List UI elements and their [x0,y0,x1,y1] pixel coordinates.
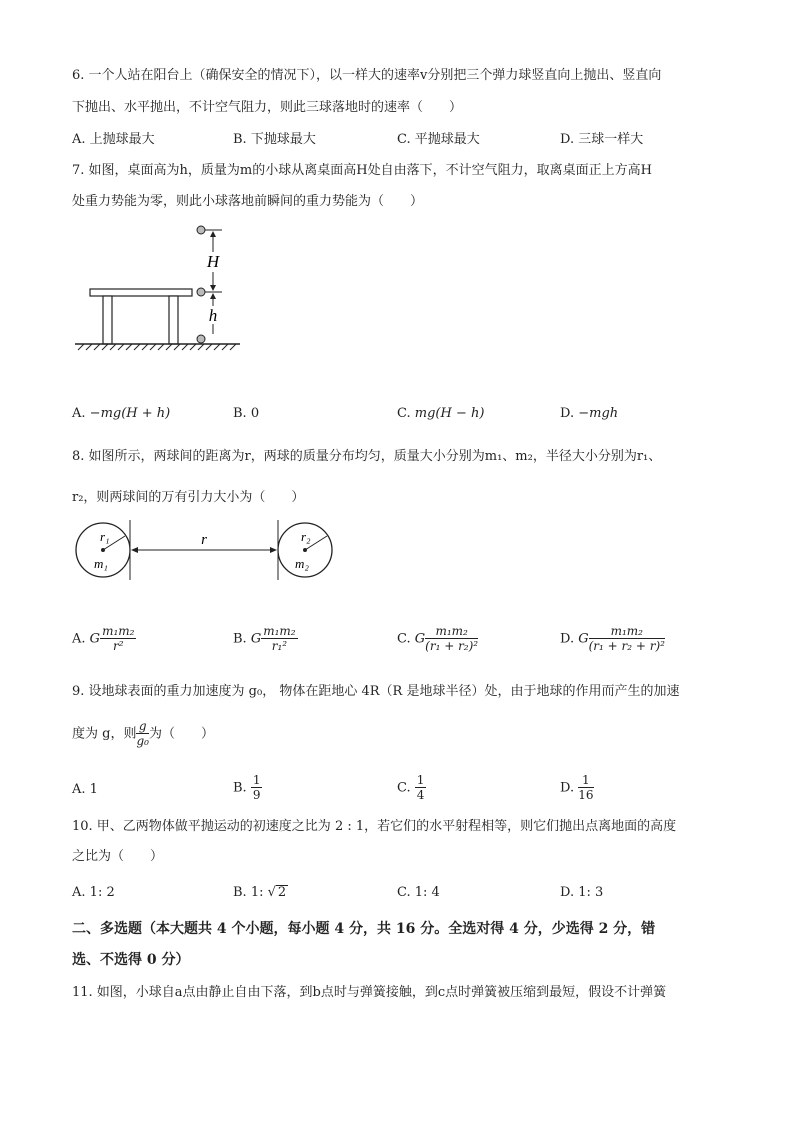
q7-line1: 7. 如图，桌面高为h，质量为m的小球从离桌面高H处自由落下，不计空气阻力，取离桌面正上方高H [72,163,652,178]
label-m2: m₂ [295,556,309,571]
q10-option-c-letter: C. [397,885,411,900]
label-r2: r₂ [301,529,311,544]
q10-line2: 之比为（ ） [72,849,164,864]
q7-option-d-letter: D. [560,406,575,421]
label-H: H [206,252,220,271]
q8-option-b-num: m₁m₂ [263,624,296,638]
q7-option-c [397,405,484,423]
q10-option-a [72,884,115,902]
label-r: r [201,532,207,548]
q10-line1: 10. 甲、乙两物体做平抛运动的初速度之比为 2 : 1，若它们的水平射程相等，则它们抛出点离地面的高度 [72,819,677,834]
q9-option-d-den: 16 [578,788,594,802]
q8-line2: r₂，则两球间的万有引力大小为（ ） [72,490,305,505]
q9-option-b-num: 1 [252,773,261,787]
two-spheres-figure [70,516,340,586]
q9-option-c-letter: C. [397,780,411,796]
ball-middle [197,288,205,296]
q9-option-c [397,773,426,803]
q6-line1: 6. 一个人站在阳台上（确保安全的情况下），以一样大的速率v分别把三个弹力球竖直向上抛出、竖直向 [72,68,662,83]
q8-option-d-num: m₁m₂ [589,624,665,639]
table-ball-figure [70,220,250,355]
q8-option-a-den: r² [112,639,124,653]
q8-option-b [233,624,298,654]
ball-top [197,226,205,234]
q9-option-c-den: 4 [416,788,425,802]
table-top [90,289,192,296]
q8-option-a-letter: A. [72,631,86,647]
q6-option-a: A. 上抛球最大 [72,132,155,147]
q9-line1: 9. 设地球表面的重力加速度为 g₀， 物体在距地心 4R（R 是地球半径）处，由于地球的作用而产生的加速 [72,684,680,699]
q6-line2: 下抛出、水平抛出，不计空气阻力，则此三球落地时的速率（ ） [72,100,463,115]
q11-line1: 11. 如图，小球自a点由静止自由下落，到b点时与弹簧接触，到c点时弹簧被压缩到最短，假设不计弹簧 [72,985,667,1000]
ground-line [75,344,240,350]
q9-option-c-num: 1 [416,773,425,787]
q7-option-d [560,405,618,423]
q10-option-d-letter: D. [560,885,575,900]
q9-option-d-letter: D. [560,780,575,796]
label-r1: r₁ [100,529,110,544]
q9-option-a-text: 1 [89,782,98,797]
label-h: h [208,306,218,325]
q10-option-b-sqrt: 2 [277,885,287,900]
q8-option-b-coef: G [250,631,262,647]
q8-option-d-den: (r₁ + r₂ + r)² [588,639,665,653]
q9-frac-den: g₀ [136,734,149,748]
q10-option-c-text: 1: 4 [414,885,440,900]
q10-option-a-text: 1: 2 [89,885,115,900]
q7-option-a-expr: −mg(H + h) [89,406,171,421]
q10-option-d-text: 1: 3 [578,885,604,900]
q8-option-a [72,624,136,654]
q9-line2-pre: 度为 g，则 [72,726,137,742]
q8-option-b-letter: B. [233,631,247,647]
q8-option-c-coef: G [414,631,426,647]
q8-option-c-letter: C. [397,631,411,647]
q8-option-b-den: r₁² [271,639,288,653]
q9-option-b-letter: B. [233,780,247,796]
ball-bottom [197,335,205,343]
section2-heading-line2: 选、不选得 0 分） [72,952,190,968]
q7-option-b [233,405,259,423]
q8-option-a-num: m₁m₂ [102,624,135,638]
q7-option-b-expr: 0 [250,406,260,421]
q8-option-c-num: m₁m₂ [425,624,478,639]
q9-option-d-num: 1 [578,773,593,788]
table-leg-right [169,296,178,344]
q10-option-b: B. 1: √ 2 [233,885,287,900]
section2-heading-line1: 二、多选题（本大题共 4 个小题，每小题 4 分，共 16 分。全选对得 4 分，少选得 2 分，错 [72,921,656,937]
q7-option-a [72,405,170,423]
q7-option-d-expr: −mgh [578,406,619,421]
label-m1: m₁ [94,556,108,571]
q7-option-c-letter: C. [397,406,411,421]
q9-line2 [72,719,214,749]
q7-line2: 处重力势能为零，则此小球落地前瞬间的重力势能为（ ） [72,194,424,209]
q9-option-a [72,781,98,799]
q7-option-a-letter: A. [72,406,86,421]
q10-option-a-letter: A. [72,885,86,900]
q8-option-d [560,624,665,654]
q8-option-c [397,624,478,654]
q9-option-a-letter: A. [72,782,86,797]
q8-option-d-letter: D. [560,631,575,647]
q9-line2-post: 为（ ） [148,726,214,742]
q10-option-b-pre: 1: [250,885,268,900]
q9-option-d [560,773,594,803]
table-leg-left [103,296,112,344]
q8-line1: 8. 如图所示，两球间的距离为r，两球的质量分布均匀，质量大小分别为m₁、m₂，半径大小分别为r₁、 [72,449,662,464]
q9-option-b [233,773,262,803]
q7-option-b-letter: B. [233,406,247,421]
q8-option-c-den: (r₁ + r₂)² [425,639,479,653]
q9-option-b-den: 9 [252,788,261,802]
q6-option-b: B. 下抛球最大 [233,132,316,147]
q6-option-c: C. 平抛球最大 [397,132,480,147]
q10-option-d [560,884,603,902]
q10-option-c [397,884,440,902]
q6-option-d: D. 三球一样大 [560,132,644,147]
q8-option-a-coef: G [89,631,101,647]
q8-option-d-coef: G [578,631,589,647]
q9-frac-num: g [136,719,149,734]
q10-option-b-letter: B. [233,885,247,900]
q7-option-c-expr: mg(H − h) [414,406,485,421]
